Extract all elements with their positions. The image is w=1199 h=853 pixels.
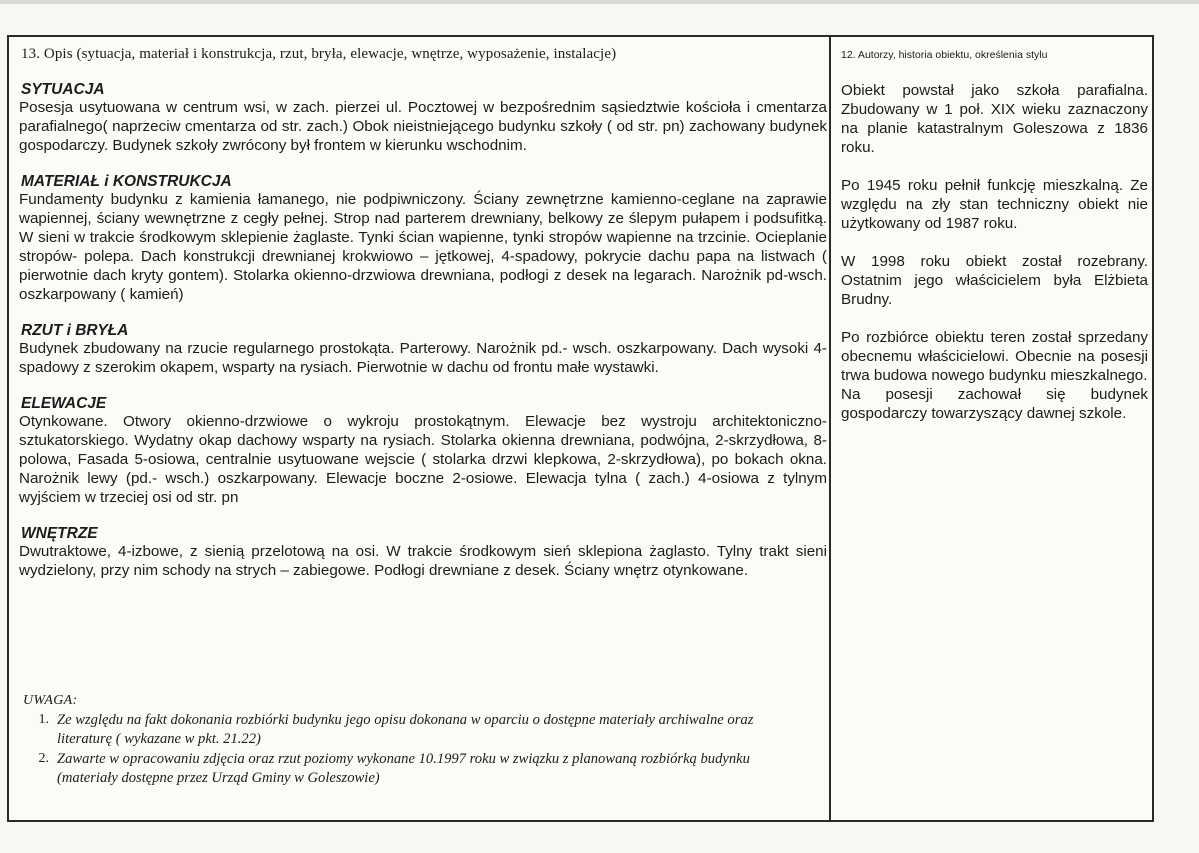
description-header: 13. Opis (sytuacja, materiał i konstrukcja, rzut, bryła, elewacje, wnętrze, wyposażenie, instalacje): [21, 46, 617, 62]
note-number: 2.: [38, 751, 49, 766]
section-title: WNĘTRZE: [21, 525, 98, 542]
history-paragraph: Na posesji zachował się budynek gospodarczy towarzyszący dawnej szkole.: [841, 386, 1148, 422]
section-body: Dwutraktowe, 4-izbowe, z sienią przelotową na osi. W trakcie środkowym sień sklepiona żaglasto. Tylny trakt sieni wydzielony, przy nim schody na strych – zabiegowe. Podłogi drewniane z desek. Ściany wnętrz otynkowane.: [19, 543, 827, 579]
note-text: Zawarte w opracowaniu zdjęcia oraz rzut poziomy wykonane 10.1997 roku w związku z planowaną rozbiórką budynku (materiały dostępne przez Urząd Gminy w Goleszowie): [57, 751, 750, 786]
section-title: MATERIAŁ i KONSTRUKCJA: [21, 173, 232, 190]
history-paragraph: Obiekt powstał jako szkoła parafialna. Zbudowany w 1 poł. XIX wieku zaznaczony na planie katastralnym Goleszowa z 1836 roku.: [841, 82, 1148, 156]
section-elewacje: [19, 395, 827, 507]
section-body: Budynek zbudowany na rzucie regularnego prostokąta. Parterowy. Narożnik pd.- wsch. oszkarpowany. Dach wysoki 4-spadowy z szerokim okapem, wsparty na rysiach. Pierwotnie w dachu od frontu małe wystawki.: [19, 340, 827, 376]
form-table: [7, 35, 1154, 822]
section-wnetrze: [19, 525, 827, 580]
note-title: UWAGA:: [23, 693, 78, 708]
scan-top-edge: [0, 0, 1199, 4]
section-body: Posesja usytuowana w centrum wsi, w zach. pierzei ul. Pocztowej w bezpośrednim sąsiedztwie kościoła i cmentarza parafialnego( naprzeciw cmentarza od str. zach.) Obok nieistniejącego budynku szkoły ( od str. pn) zachowany budynek gospodarczy. Budynek szkoły zwrócony był frontem w kierunku wschodnim.: [19, 99, 827, 154]
history-paragraph: W 1998 roku obiekt został rozebrany. Ostatnim jego właścicielem była Elżbieta Brudny.: [841, 253, 1148, 308]
section-title: RZUT i BRYŁA: [21, 322, 129, 339]
note-item: [23, 711, 799, 748]
note-list: [23, 711, 799, 787]
section-rzut: [19, 322, 827, 377]
description-column: [9, 37, 831, 820]
history-paragraph: Po 1945 roku pełnił funkcję mieszkalną. Ze względu na zły stan techniczny obiekt nie użytkowany od 1987 roku.: [841, 177, 1148, 232]
note-item: [23, 750, 799, 787]
note-block: [23, 693, 799, 789]
section-body: Fundamenty budynku z kamienia łamanego, nie podpiwniczony. Ściany zewnętrzne kamienno-ceglane na zaprawie wapiennej, ściany wewnętrzne z cegły pełnej. Strop nad parterem drewniany, belkowy ze ślepym pułapem i podsufitką. W sieni w trakcie środkowym sklepienie żaglaste. Tynki ścian wapienne, tynki stropów wapienne na trzcinie. Ocieplanie stropów- polepa. Dach konstrukcji drewnianej krokwiowo – jętkowej, 4-spadowy, pokrycie dachu papa na listwach ( pierwotnie dach kryty gontem). Stolarka okienno-drzwiowa drewniana, podłogi z desek na legarach. Narożnik pd-wsch. oszkarpowany ( kamień): [19, 191, 827, 303]
section-title: ELEWACJE: [21, 395, 107, 412]
note-text: Ze względu na fakt dokonania rozbiórki budynku jego opisu dokonana w oparciu o dostępne materiały archiwalne oraz literaturę ( wykazane w pkt. 21.22): [57, 712, 754, 747]
section-sytuacja: [19, 81, 827, 155]
section-title: SYTUACJA: [21, 81, 105, 98]
section-material: [19, 173, 827, 304]
history-header: 12. Autorzy, historia obiektu, określenia stylu: [841, 49, 1048, 61]
history-column: [831, 37, 1152, 820]
section-body: Otynkowane. Otwory okienno-drzwiowe o wykroju prostokątnym. Elewacje bez wystroju architektoniczno-sztukatorskiego. Wydatny okap dachowy wsparty na rysiach. Stolarka okienna drewniana, podwójna, 2-skrzydłowa, 8-polowa, Fasada 5-osiowa, centralnie usytuowane wejscie ( stolarka drzwi klepkowa, 2-skrzydłowa), po bokach okna. Narożnik lewy (pd.- wsch.) oszkarpowany. Elewacje boczne 2-osiowe. Elewacja tylna ( zach.) 4-osiowa z tylnym wyjściem w trzeciej osi od str. pn: [19, 413, 827, 506]
history-paragraph: Po rozbiórce obiektu teren został sprzedany obecnemu właścicielowi. Obecnie na posesji trwa budowa nowego budynku mieszkalnego.: [841, 329, 1148, 384]
note-number: 1.: [38, 712, 49, 727]
